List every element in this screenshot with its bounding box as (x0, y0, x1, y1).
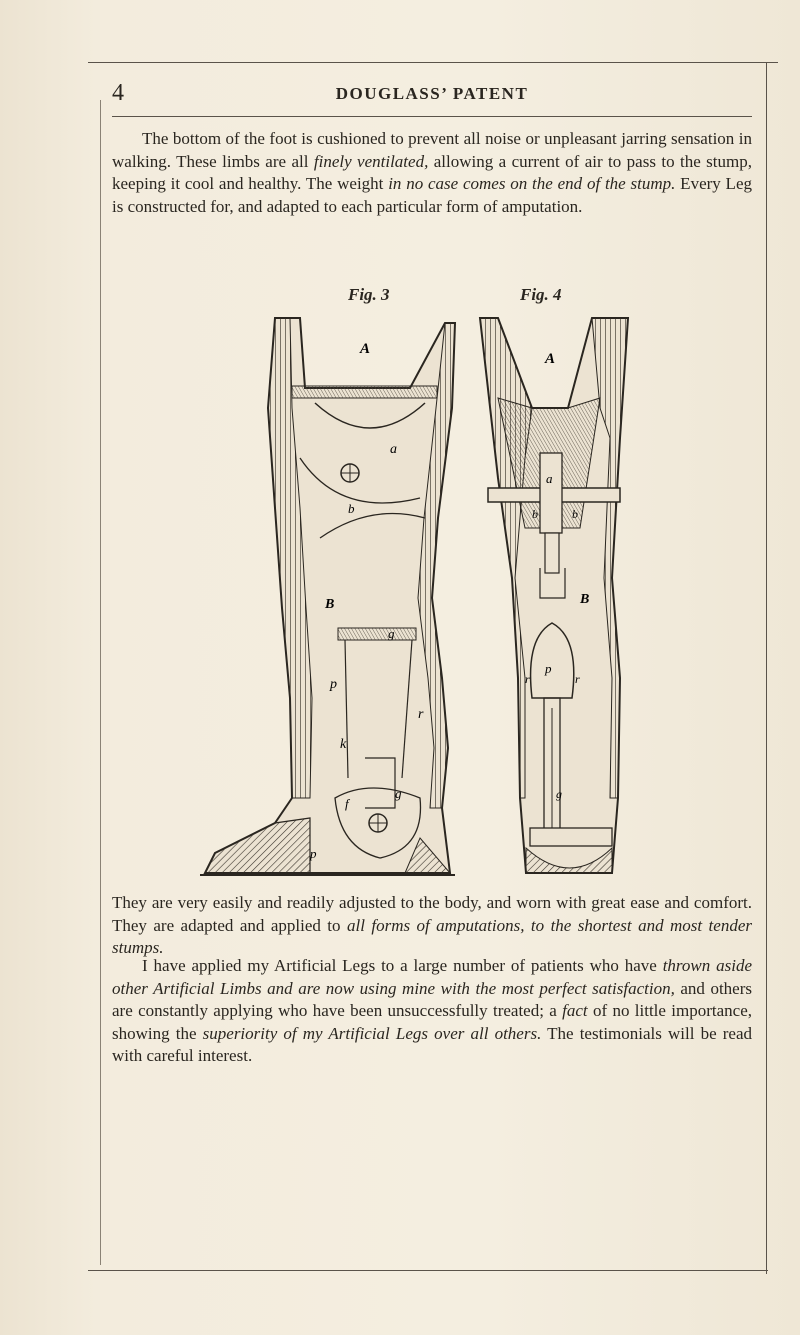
fig4-label-B: B (580, 592, 590, 607)
paragraph-testimonials (112, 955, 752, 1068)
running-title: DOUGLASS’ PATENT (335, 84, 529, 103)
leg-engraving-svg (180, 278, 640, 883)
fig4-label-A: A (545, 351, 556, 367)
p2-text-1: They are very easily and readily adjusted to the body, and worn with great ease and comfort. They are adapted and applied to (112, 893, 752, 935)
p3-italic-1: thrown aside other Artificial Limbs and are now using mine with the most perfect satisfaction, (112, 956, 752, 998)
fig4-label-g: g (556, 787, 562, 801)
right-border-rule (766, 62, 767, 1274)
fig3-label-a: a (390, 442, 397, 457)
p1-text-3: Every Leg is constructed for, and adapted to each particular form of amputation. (112, 174, 752, 216)
p1-italic-2: in no case comes on the end of the stump. (388, 174, 676, 193)
header-rule (112, 116, 752, 117)
fig4-caption: Fig. 4 (520, 285, 562, 304)
paragraph-ventilation (112, 128, 752, 218)
p1-text-1: The bottom of the foot is cushioned to prevent all noise or unpleasant jarring sensation in walking. These limbs are all (112, 129, 752, 171)
fig3-label-r: r (418, 707, 424, 722)
fig4-label-r2: r (575, 672, 580, 686)
fig3-label-f: f (345, 796, 349, 811)
p3-italic-3: superiority of my Artificial Legs over all others. (202, 1023, 542, 1043)
fig3-label-g: g (388, 626, 395, 641)
page-header (112, 80, 752, 112)
p3-text-1: I have applied my Artificial Legs to a large number of patients who have (142, 956, 663, 975)
p3-text-3: of no little importance, showing the (112, 1001, 752, 1043)
fig3-label-k: k (340, 737, 347, 752)
paragraph-adjustment (112, 892, 752, 960)
top-border-rule (88, 62, 778, 63)
fig4-label-b1: b (532, 507, 538, 521)
p3-text-4: The testimonials will be read with careful interest. (112, 1023, 753, 1065)
fig4-label-p: p (545, 661, 552, 676)
leg-illustrations (180, 278, 640, 883)
fig3-label-p: p (330, 677, 337, 692)
fig3-label-p2: p (310, 846, 317, 861)
fig3-caption: Fig. 3 (348, 285, 390, 304)
p1-text-2: allowing a current of air to pass to the stump, keeping it cool and healthy. The weight (112, 151, 752, 193)
fig4-label-r1: r (525, 672, 530, 686)
fig3-label-A: A (360, 341, 371, 357)
fig4-label-b2: b (572, 507, 578, 521)
p3-italic-2: fact (562, 1001, 588, 1020)
figure-4-leg (480, 318, 628, 873)
bottom-border-rule (88, 1270, 768, 1271)
page-number: 4 (112, 80, 124, 106)
left-margin-rule (100, 100, 101, 1265)
p2-italic-1: all forms of amputations, to the shortest and most tender stumps. (112, 915, 752, 957)
fig3-label-b: b (348, 501, 355, 516)
fig4-label-a: a (546, 471, 553, 486)
fig3-label-B: B (325, 597, 335, 612)
fig3-label-g2: g (395, 786, 402, 801)
p1-italic-1: finely ventilated, (313, 151, 429, 171)
p3-text-2: and others are constantly applying who have been unsuccessfully treated; a (112, 978, 753, 1020)
